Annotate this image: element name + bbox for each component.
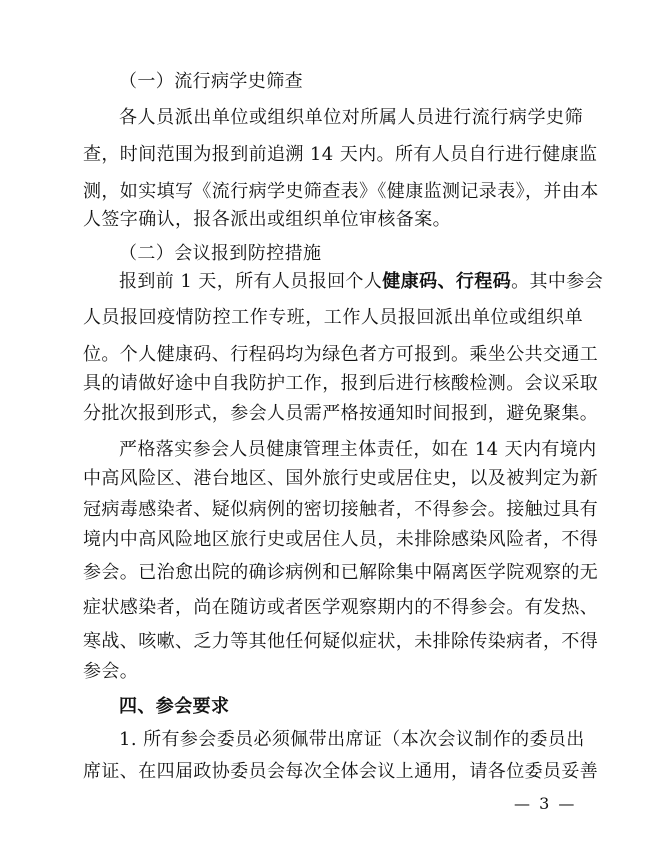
paragraph-line: 测，如实填写《流行病学史筛查表》《健康监测记录表》，并由本 [83, 181, 599, 202]
paragraph-line: 查，时间范围为报到前追溯 14 天内。所有人员自行进行健康监 [83, 144, 598, 165]
paragraph-line: 各人员派出单位或组织单位对所属人员进行流行病学史筛 [119, 107, 583, 128]
paragraph-line: 冠病毒感染者、疑似病例的密切接触者，不得参会。接触过具有 [83, 499, 599, 520]
paragraph-line: 严格落实参会人员健康管理主体责任，如在 14 天内有境内 [119, 439, 597, 460]
page-number: — 3 — [514, 794, 577, 813]
text-segment: 。其中参会 [511, 271, 604, 292]
paragraph-line: 寒战、咳嗽、乏力等其他任何疑似症状，未排除传染病者，不得 [83, 631, 599, 652]
paragraph-line-with-emphasis [83, 271, 604, 292]
paragraph-line: 境内中高风险地区旅行史或居住人员，未排除感染风险者，不得 [83, 529, 599, 550]
section-heading-epidemiology-screening: （一）流行病学史筛查 [119, 71, 303, 92]
paragraph-line: 中高风险区、港台地区、国外旅行史或居住史，以及被判定为新 [83, 468, 599, 489]
text-segment: 报到前 1 天，所有人员报回个人 [119, 271, 383, 292]
paragraph-line: 人签字确认，报各派出或组织单位审核备案。 [83, 209, 451, 230]
section-heading-attendance-requirements: 四、参会要求 [119, 696, 230, 717]
emphasis-health-code: 健康码、行程码 [382, 271, 512, 292]
paragraph-line: 位。个人健康码、行程码均为绿色者方可报到。乘坐公共交通工 [83, 344, 599, 365]
paragraph-line: 参会。已治愈出院的确诊病例和已解除集中隔离医学院观察的无 [83, 562, 599, 583]
paragraph-line: 席证、在四届政协委员会每次全体会议上通用，请各位委员妥善 [83, 761, 599, 782]
section-heading-registration-measures: （二）会议报到防控措施 [119, 243, 322, 264]
paragraph-line: 参会。 [83, 661, 139, 682]
paragraph-line: 症状感染者，尚在随访或者医学观察期内的不得参会。有发热、 [83, 597, 599, 618]
paragraph-line: 人员报回疫情防控工作专班，工作人员报回派出单位或组织单 [83, 307, 583, 328]
paragraph-line: 具的请做好途中自我防护工作，报到后进行核酸检测。会议采取 [83, 373, 599, 394]
paragraph-line: 1. 所有参会委员必须佩带出席证（本次会议制作的委员出 [119, 729, 585, 750]
paragraph-line: 分批次报到形式，参会人员需严格按通知时间报到，避免聚集。 [83, 403, 599, 424]
